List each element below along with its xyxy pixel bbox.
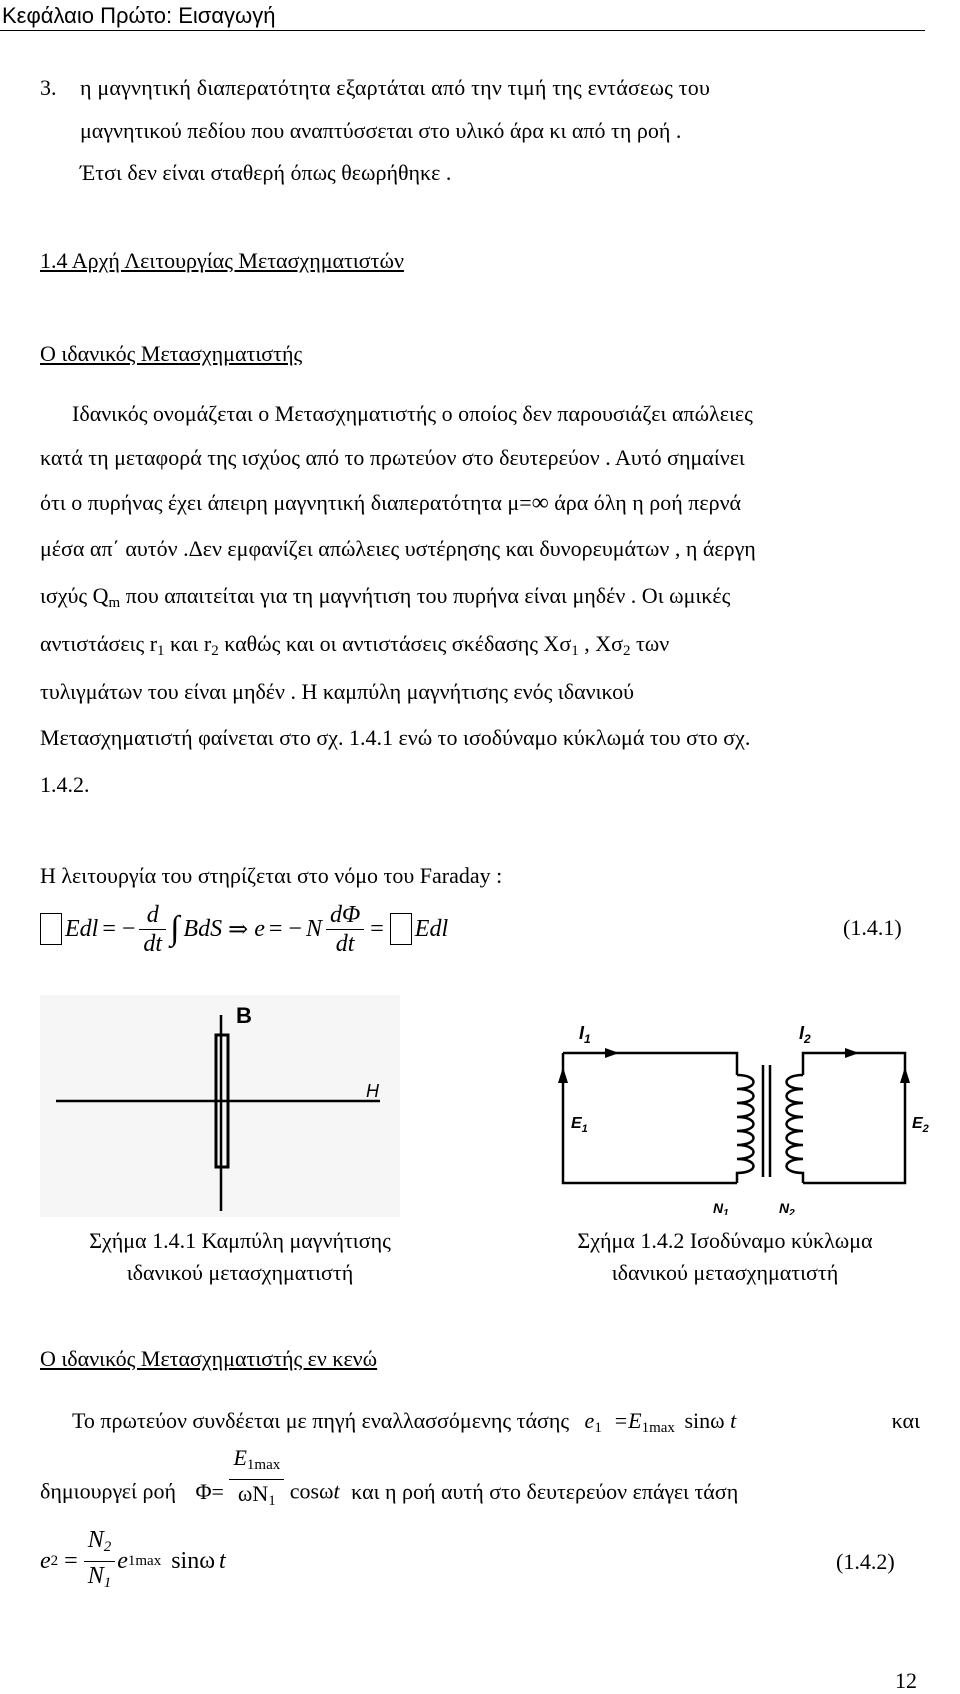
secondary-wire [803,1053,905,1183]
ideal-line7: τυλιγμάτων του είναι μηδέν . Η καμπύλη μαγνήτισης ενός ιδανικού [40,679,634,704]
e1-label: $E_1$ [571,1115,588,1135]
vacuum-line2: δημιουργεί ροή Φ= $\frac{E_{1max}}{\omega N_1}$ cosωt και η ροή αυτή στο δευτερεύον επάγει τάση [40,1458,920,1508]
secondary-coil [787,1075,804,1183]
vacuum-line1: Το πρωτεύον συνδέεται με πηγή εναλλασσόμενης τάσης $e_1 =E_{1max}$ sinω t και [72,1408,920,1436]
implies-symbol: ⇒ [228,916,249,943]
figure2-caption-line1: Σχήμα 1.4.2 Ισοδύναμο κύκλωμα [577,1228,873,1253]
dphi-over-dt: $\frac{d\Phi}{dt}$ [326,901,364,958]
ideal-line6: αντιστάσεις $r_1$ και $r_2$ καθώς και οι αντιστάσεις σκέδασης $X\sigma_1$ , $X\sigma_2$ των [40,631,670,659]
i1-arrow-icon [605,1048,619,1058]
figure1-caption-line2: ιδανικού μετασχηματιστή [126,1260,354,1285]
flux-fraction: $\frac{E_{1max}}{\omega N_1}$ [229,1444,284,1515]
item3-line2: μαγνητικού πεδίου που αναπτύσσεται στο υλικό άρα κι από τη ροή . [80,118,682,143]
n1-label: $N_1$ [713,1200,729,1215]
chapter-title: Κεφάλαιο Πρώτο: Εισαγωγή [2,3,276,28]
h-axis-label: H [366,1081,379,1101]
faraday-equation: E dl = − $\frac{d}{dt}$ ∫ B dS ⇒ e = − N $\frac{d\Phi}{dt}$ = E dl [40,894,448,964]
primary-coil [737,1075,754,1183]
item-number: 3. [40,75,57,100]
item3-line1: η μαγνητική διαπερατότητα εξαρτάται από την τιμή της εντάσεως του [80,75,711,100]
ideal-line2: κατά τη μεταφορά της ισχύος από το πρωτεύον στο δευτερεύον . Αυτό σημαίνει [40,445,745,470]
section-heading: 1.4 Αρχή Λειτουργίας Μετασχηματιστών [40,248,404,273]
ideal-line9: 1.4.2. [40,772,90,797]
vec-dl: dl [79,915,99,942]
contour-integral-symbol [40,913,62,945]
faraday-intro: Η λειτουργία του στηρίζεται στο νόμο του Faraday : [40,863,503,888]
i2-arrow-icon [845,1048,859,1058]
vacuum-heading: Ο ιδανικός Μετασχηματιστής εν κενώ [40,1346,378,1371]
i2-label: $I_2$ [799,1023,811,1046]
page-number: 12 [895,1668,917,1693]
contour-integral-symbol-2 [390,913,412,945]
bh-curve-figure [40,995,400,1217]
n2-label: $N_2$ [779,1200,795,1215]
equation-number-2: (1.4.2) [836,1549,895,1574]
ideal-line4: μέσα απ΄ αυτόν .Δεν εμφανίζει απώλειες υστέρησης και δυνορευμάτων , η άεργη [40,536,756,561]
ideal-line1: Ιδανικός ονομάζεται ο Μετασχηματιστής ο οποίος δεν παρουσιάζει απώλειες [72,401,753,426]
equation-number-1: (1.4.1) [843,915,902,940]
ideal-line5: ισχύς $Q_m$ που απαιτείται για τη μαγνήτιση του πυρήνα είναι μηδέν . Οι ωμικές [40,583,731,611]
ideal-line3: ότι ο πυρήνας έχει άπειρη μαγνητική διαπερατότητα μ=∞ άρα όλη η ροή περνά [40,490,742,516]
d-over-dt: $\frac{d}{dt}$ [139,901,166,958]
secondary-voltage-equation: e 2 = $\frac{N_2}{N_1}$ e 1max sinω t [40,1525,226,1597]
primary-bottom-wire [563,1053,737,1183]
figure1-caption-line1: Σχήμα 1.4.1 Καμπύλη μαγνήτισης [89,1228,391,1253]
equivalent-circuit-figure [545,1015,930,1215]
infinity-symbol: ∞ [531,490,549,516]
primary-top-wire [563,1053,737,1075]
item3-line3: Έτσι δεν είναι σταθερή όπως θεωρήθηκε . [80,160,452,185]
ideal-line8: Μετασχηματιστή φαίνεται στο σχ. 1.4.1 ενώ το ισοδύναμο κύκλωμά του στο σχ. [40,725,751,750]
vec-E: E [65,915,80,942]
figure2-caption-line2: ιδανικού μετασχηματιστή [611,1260,839,1285]
i1-label: $I_1$ [579,1023,591,1046]
e2-arrow-icon [900,1067,910,1083]
e1-arrow-icon [558,1067,568,1083]
ideal-heading: Ο ιδανικός Μετασχηματιστής [40,341,303,366]
turns-ratio-fraction: $\frac{N_2}{N_1}$ [84,1526,116,1597]
e2-label: $E_2$ [912,1115,929,1135]
b-axis-label: B [236,1003,252,1028]
